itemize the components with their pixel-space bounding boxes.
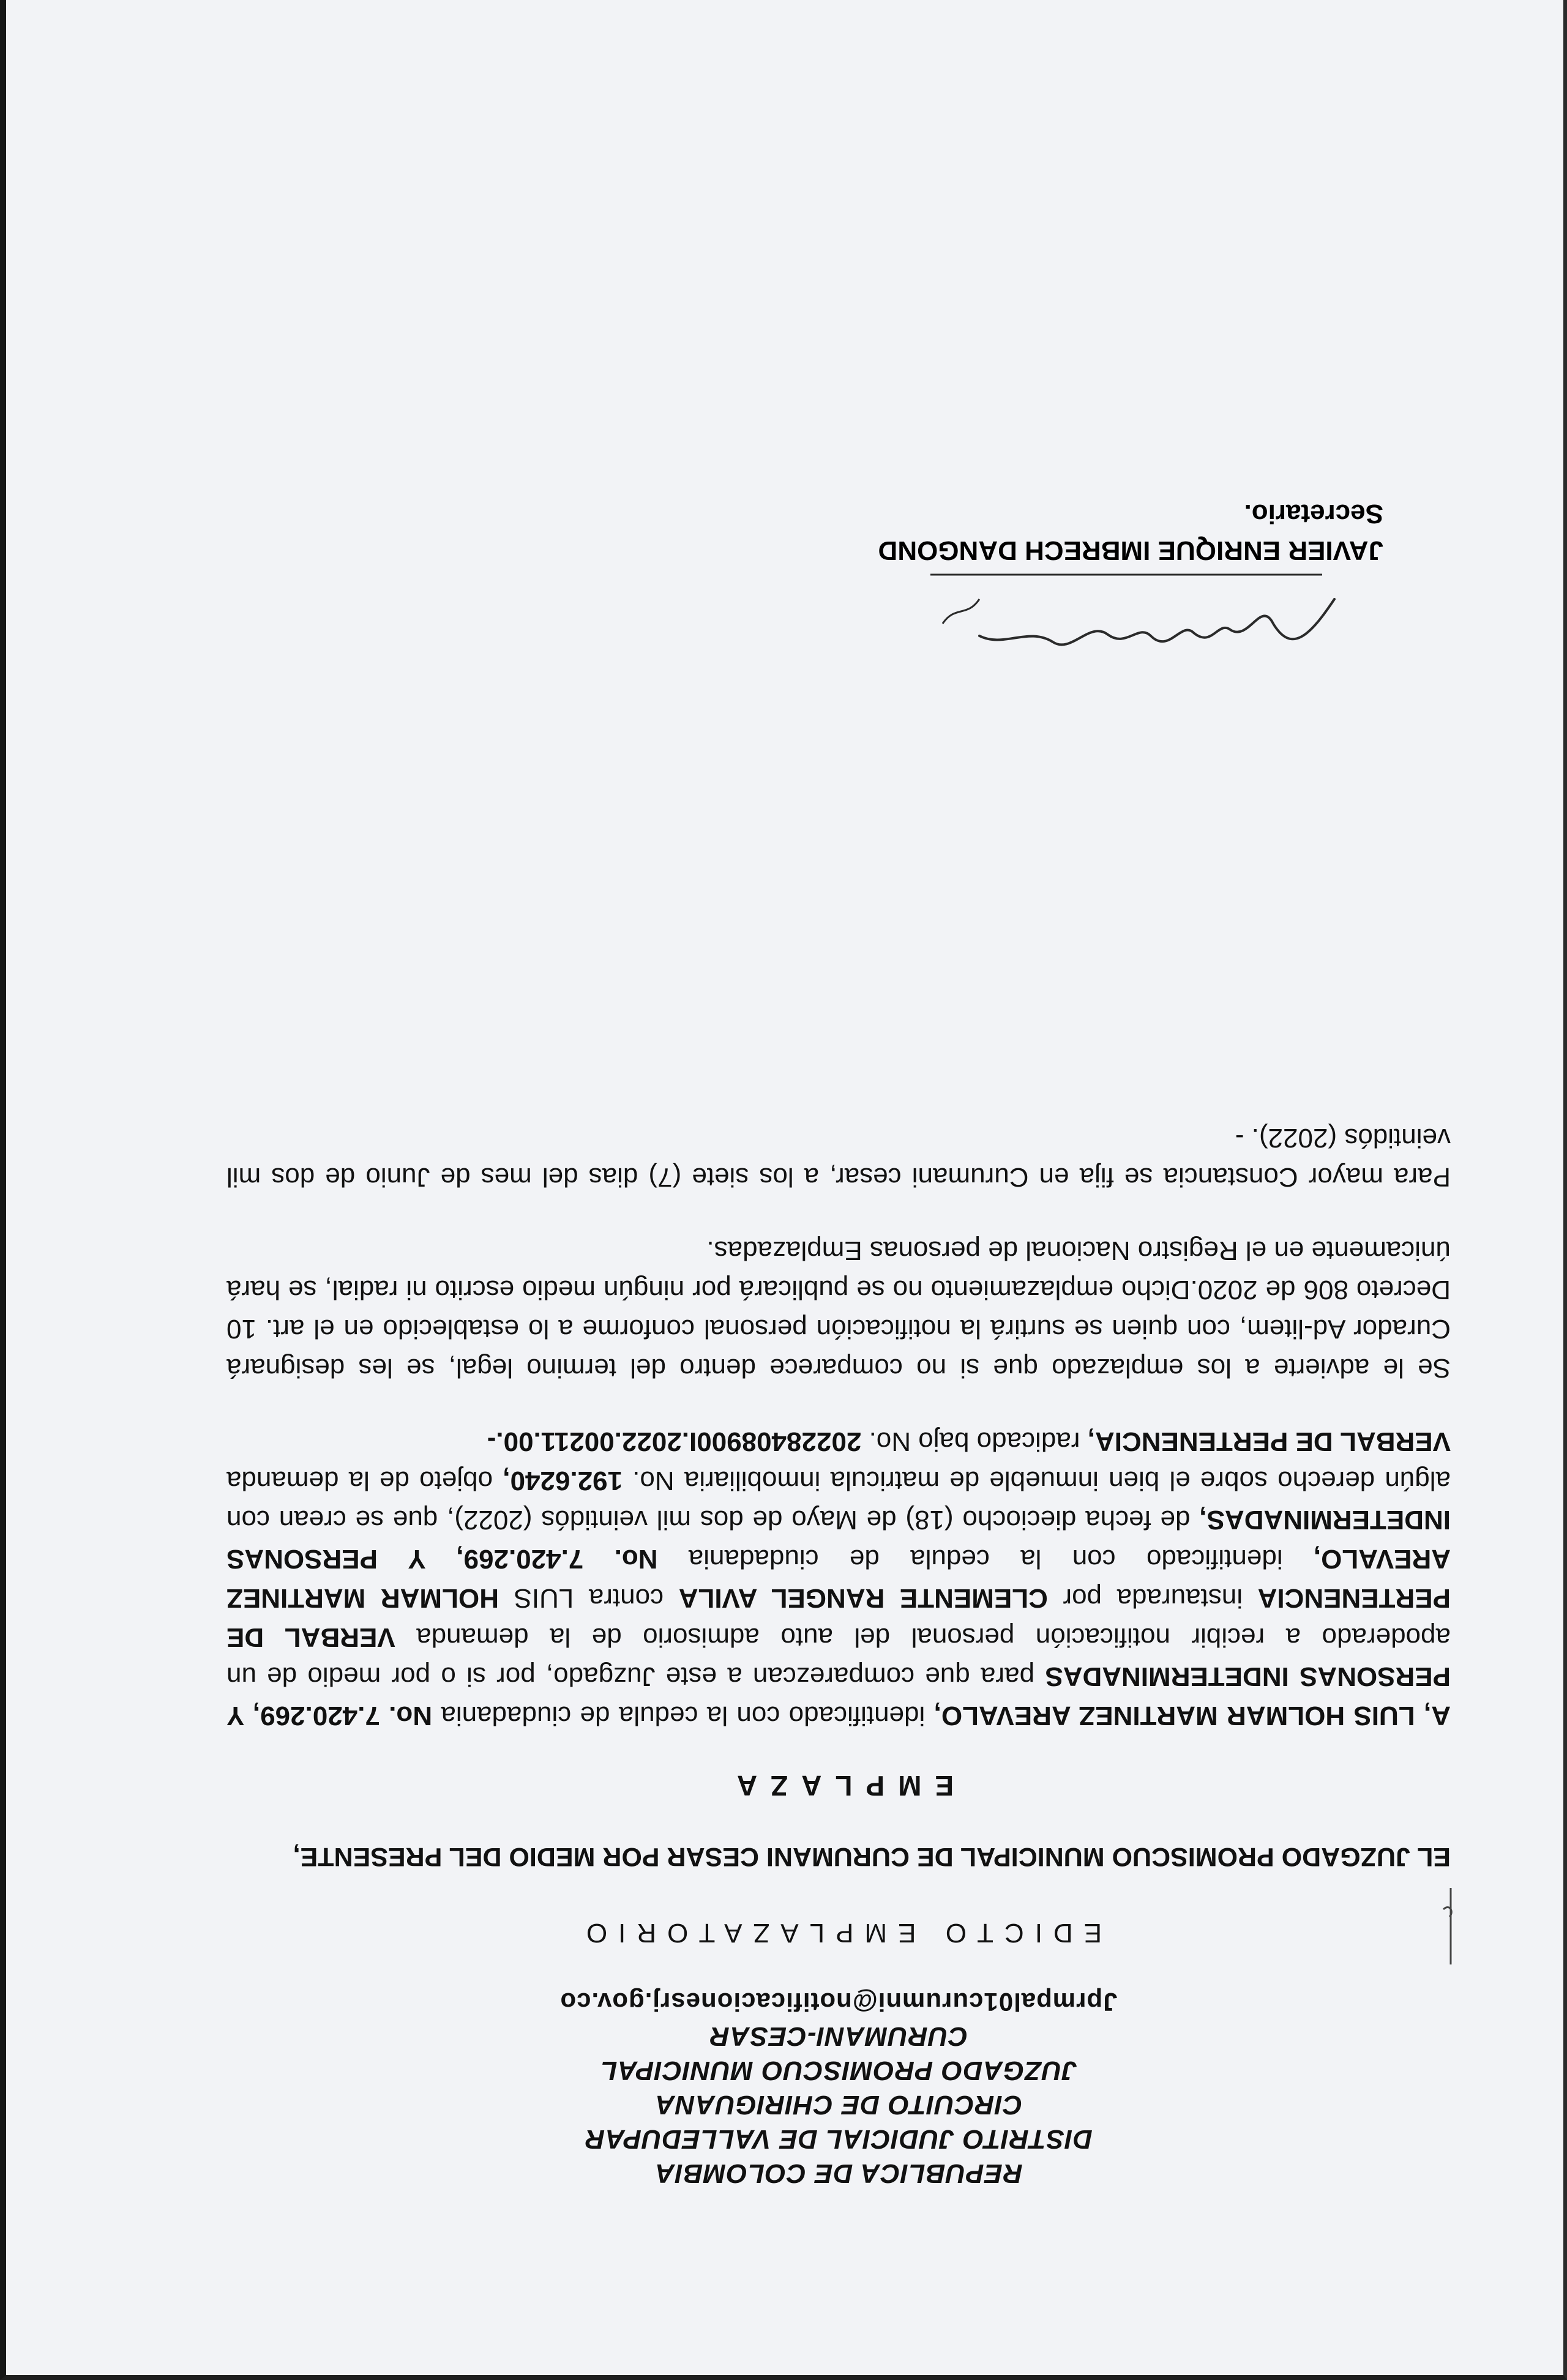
text-run: radicado bajo No. [861, 1427, 1088, 1457]
paragraph-warning: Se le advierte a los emplazado que si no comparece dentro del termino legal, se les designará Curador Ad-litem, con quien se surtirá la notificación personal conforme a lo establecido en el art. 10 Decreto 806 de 2020.Dicho emplazamiento no se publicará por ningún medio escrito ni radial, se hará únicamente en el Registro Nacional de personas Emplazadas. [226, 1236, 1451, 1383]
case-type: VERBAL DE PERTENENCIA, [1087, 1427, 1451, 1457]
case-number: 20228408900I.2022.00211.00.- [487, 1427, 862, 1457]
signature-block [526, 495, 1383, 569]
letterhead [226, 1985, 1451, 2190]
paragraph-summons [226, 1422, 1451, 1735]
text-run: para que comparezcan a este Juzgado, por si o por medio de un apoderado a recibir notificación personal del auto admisorio de la demanda [226, 1622, 1451, 1692]
document-title: EDICTO EMPLAZATORIO [575, 1918, 1102, 1948]
text-run: contra LUIS [498, 1583, 679, 1613]
text-run: de fecha dieciocho (18) de Mayo de dos mil veintidós (2022), que se crean con algún derecho sobre el bien inmueble de matricula inmobiliaria No. [226, 1466, 1451, 1535]
defendant-name: HOLMAR MARTINEZ AREVALO, [226, 1544, 1451, 1613]
defendant-name: A, LUIS HOLMAR MARTINEZ AREVALO, [933, 1701, 1451, 1731]
case-type: VERBAL DE PERTENENCIA [226, 1583, 1451, 1652]
document-body [226, 1118, 1451, 2190]
letterhead-line: CURUMANI-CESAR [709, 2021, 968, 2051]
plaintiff-name: CLEMENTE RANGEL AVILA [678, 1583, 1048, 1613]
text-run: identificado con la cedula de ciudadania [657, 1544, 1314, 1574]
rotated-document [6, 0, 1567, 2380]
signer-name: JAVIER ENRIQUE IMBRECH DANGOND [878, 535, 1383, 565]
emplaza-heading: EMPLAZA [723, 1770, 954, 1802]
id-number: No. 7.420.269, Y PERSONAS INDETERMINADAS [226, 1662, 1451, 1731]
handwritten-signature [918, 569, 1347, 691]
court-statement: EL JUZGADO PROMISCUO MUNICIPAL DE CURUMANI CESAR POR MEDIO DEL PRESENTE, [293, 1842, 1451, 1871]
id-number: No. 7.420.269, Y PERSONAS INDETERMINADAS, [226, 1505, 1451, 1574]
signer-role: Secretario. [1244, 499, 1383, 529]
letterhead-line: DISTRITO JUDICIAL DE VALLEDUPAR [585, 2124, 1093, 2154]
letterhead-line: JUZGADO PROMISCUO MUNICIPAL [600, 2056, 1077, 2086]
text-run: instaurada por [1047, 1583, 1258, 1613]
letterhead-line: CIRCUITO DE CHIRIGUANA [654, 2090, 1023, 2120]
letterhead-line: REPUBLICA DE COLOMBIA [654, 2158, 1023, 2188]
text-run: identificado con la cedula de ciudadania [432, 1701, 934, 1731]
court-email: Jprmpal01curumni@notificacionesrj.gov.co [559, 1988, 1118, 2016]
text-run: objeto de la demanda [226, 1466, 503, 1496]
pen-mark-icon [1432, 1885, 1469, 1971]
paragraph-posting: Para mayor Constancia se fija en Curumani cesar, a los siete (7) dias del mes de Junio de dos mil veintidós (2022). - [226, 1123, 1451, 1192]
property-registration: 192.6240, [503, 1466, 623, 1496]
